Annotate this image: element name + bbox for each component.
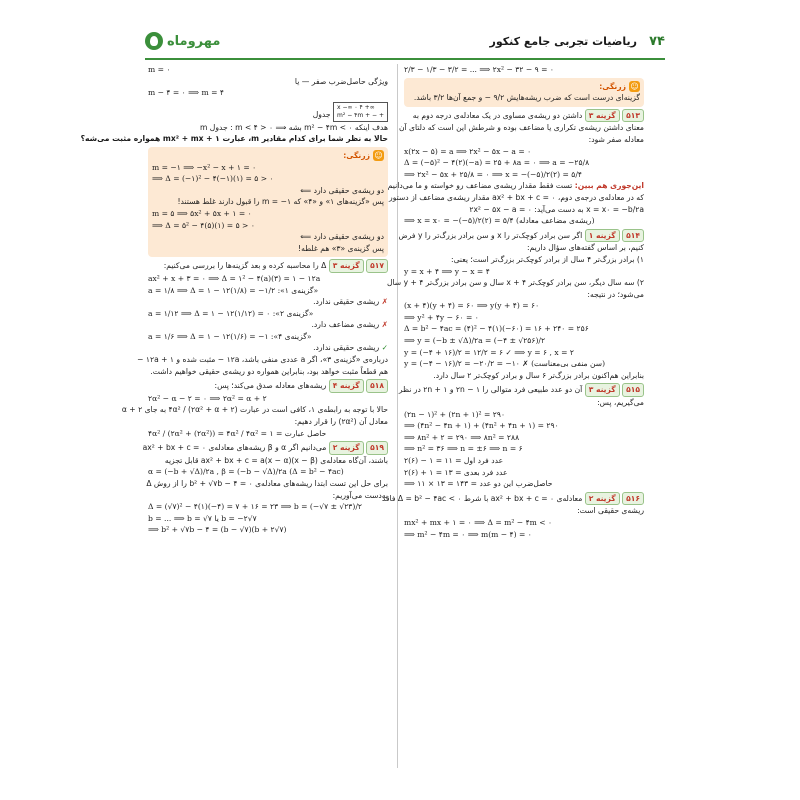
header-rule [145, 58, 665, 60]
equation: Δ = (√۷)² − ۴(۱)(−۴) = ۷ + ۱۶ = ۲۳ ⟹ b = (−√۷ ± √۲۳)/۲ [148, 502, 362, 512]
answer-label: گزینه ۳ [585, 109, 620, 123]
tip-box [148, 147, 388, 257]
tip-text: دو ریشه‌ی حقیقی دارد ⟸ [300, 232, 384, 242]
option-result: ریشه‌ی مضاعف دارد. [311, 320, 380, 330]
equation: ⟹ ۲x² − ۵x + ۲۵/۸ = ۰ ⟹ x = −(−۵)/۲(۲) = ۵/۴ [404, 169, 582, 179]
question-text: کنیم، بر اساس گفته‌های سؤال داریم: [526, 243, 644, 253]
equation: ⟹ Δ = ۵² − ۴(۵)(۱) = ۵ > ۰ [152, 220, 255, 230]
answer-label: گزینه ۳ [585, 383, 620, 397]
equation: mx² + mx + ۱ = ۰ ⟹ Δ = m² − ۴m < ۰ [404, 517, 553, 527]
tip-text: دو ریشه‌ی حقیقی دارد ⟸ [300, 185, 384, 195]
equation: m = −۱ ⟹ −x² − x + ۱ = ۰ [152, 162, 257, 172]
explanation-text: درباره‌ی «گزینه‌ی ۳»، اگر a عددی منفی باشد، ۱۲a − مثبت شده و ۱ + ۱۲a − [137, 355, 388, 365]
question-number: ۵۱۹ [366, 441, 388, 455]
tip-text: x = x۰ = −b/۲a به دست می‌آید: ۲x² − ۵x − a = ۰ [469, 204, 644, 214]
or-word: یا [294, 76, 300, 86]
sign-table [333, 102, 388, 122]
answer-label: گزینه ۳ [329, 259, 364, 273]
question-text: می‌گیریم، پس: [597, 398, 644, 408]
equation: ۲/۳ − ۱/۳ − ۳/۲ = ... ⟹ ۲x² − ۳۲ − ۹ = ۰ [404, 65, 554, 74]
question-text: ریشه‌ی حقیقی است: [577, 506, 644, 516]
equation: a = ۱/۶ ⟹ Δ = ۱ − ۱۲(۱/۶) = −۱ :«گزینه‌ی ۴» [148, 331, 312, 341]
explanation-text: به‌دست می‌آوریم: [332, 490, 388, 500]
page-number: ۷۴ [649, 34, 665, 49]
explanation-text: حالا با توجه به رابطه‌ی ۱، کافی است در عبارت ۴α² / (۲α² + α + ۲) به جای ۲ + α [121, 405, 388, 415]
note-text: هدف اینکه m² − ۴m < ۰ بشه ⟹ ۰ < m < ۴ : جدول m [199, 122, 388, 132]
equation: ⟹ y² + ۴y − ۶۰ = ۰ [404, 312, 479, 322]
question-text: معادله‌ی ax² + bx + c = ۰ با شرط Δ = b² − ۴ac < ۰ فاقد [381, 493, 583, 503]
equation: (x + ۴)(y + ۴) = ۶۰ ⟹ y(y + ۴) = ۶۰ [404, 301, 540, 311]
equation: ۲α² − α − ۲ = ۰ ⟹ ۲α² = α + ۲ [148, 393, 267, 403]
question-text: داشتن دو ریشه‌ی مساوی در یک معادله‌ی درجه دوم به [412, 110, 583, 120]
question-text: آن دو عدد طبیعی فرد متوالی را ۲n − ۱ و ۲n + ۱ در نظر [398, 385, 583, 395]
question-number: ۵۱۶ [622, 492, 644, 506]
list-item: می‌شود؛ در نتیجه: [587, 289, 644, 299]
sign-table-wrap [148, 102, 388, 122]
question-517 [137, 259, 388, 377]
option-result: ریشه‌ی حقیقی ندارد. [313, 297, 380, 307]
question-519 [142, 441, 388, 536]
table-label: جدول [312, 109, 331, 119]
smiley-icon: ☺ [630, 82, 639, 92]
cross-icon: ✗ [381, 297, 388, 307]
tip-text: گزینه‌ای درست است که ضرب ریشه‌هایش ۹/۲ − و جمع آن‌ها ۳/۲ باشد. [413, 93, 640, 103]
tip-title: زرنگی: [343, 150, 370, 160]
check-icon: ✓ [381, 343, 388, 353]
explanation-text: برای حل این تست ابتدا ریشه‌های معادله‌ی b² + √۷b − ۴ = ۰ را از روش Δ [146, 479, 388, 488]
tip-text: پس گزینه‌ی «۳» هم غلطه! [298, 243, 384, 253]
annotation-text: ویژگی حاصل‌ضرب صفر [311, 76, 388, 86]
list-item: ۲) سه سال دیگر، سن برادر کوچک‌تر x + ۴ سال و سن برادر بزرگ‌تر y + ۴ سال [386, 278, 644, 288]
equation: ⟹ Δ = (−۱)² − ۴(−۱)(۱) = ۵ > ۰ [152, 174, 274, 184]
cross-icon: ✗ [381, 320, 388, 330]
question-text: می‌دانیم اگر α و β ریشه‌های معادله‌ی ax² + bx + c = ۰ [142, 443, 327, 453]
question-518 [121, 379, 388, 439]
question-number: ۵۱۸ [366, 379, 388, 393]
equation: ax² + x + ۳ = ۰ ⟹ Δ = ۱² − ۴(a)(۳) = ۱ − ۱۲a [148, 273, 321, 283]
list-item: ۱) برادر بزرگ‌تر ۴ سال از برادر کوچک‌تر بزرگ‌تر است؛ یعنی: [451, 254, 644, 264]
equation: (۲n − ۱)² + (۲n + ۱)² = ۲۹۰ [404, 409, 506, 419]
equation: m = ۵ ⟹ ۵x² + ۵x + ۱ = ۰ [152, 208, 252, 218]
question-514 [386, 229, 644, 382]
sign-table-row: x −∞ ۰ ۴ +∞ [337, 103, 375, 111]
column-divider [397, 64, 398, 768]
option-result: ریشه‌ی حقیقی ندارد. [313, 343, 380, 353]
equation: ⟹ x = x۰ = −(−۵)/۲(۲) = ۵/۴ (ریشه‌ی مضاعف معادله) [404, 216, 595, 226]
equation: ⟹ m² − ۴m = ۰ ⟹ m(m − ۴) = ۰ [404, 529, 532, 539]
tip-heading: این‌جوری هم ببین: [574, 181, 644, 191]
explanation-text: معادل آن (۲α²) را قرار دهیم: [294, 417, 388, 427]
equation: a = ۱/۸ ⟹ Δ = ۱ − ۱۲(۱/۸) = −۱/۲ :«گزینه‌ی ۱» [148, 285, 319, 295]
answer-label: گزینه ۴ [329, 379, 364, 393]
tip-title: زرنگی: [599, 81, 626, 91]
equation: ۴α² / (۲α² + (۲α²)) = ۴α² / ۴α² = ۱ = حاصل عبارت [148, 428, 327, 438]
question-text: حالا به نظر شما برای کدام مقادیر m، عبارت mx² + mx + ۱ همواره مثبت می‌شه؟ [80, 134, 388, 144]
answer-label: گزینه ۲ [585, 492, 620, 506]
equation: ⟹ n² = ۳۶ ⟹ n = ±۶ ⟹ n = ۶ [404, 444, 523, 454]
equation: b = ... ⟹ b = √۷ یا b = −۲√۷ [148, 513, 257, 523]
equation: m = ۰ [148, 65, 171, 74]
equation: ⟹ y = (−b ± √Δ)/۲a = (−۴ ± √۲۵۶)/۲ [404, 336, 546, 346]
equation: y = (−۴ − ۱۶)/۲ = −۲۰/۲ = −۱۰ ✗ (سن منفی بی‌معناست) [404, 359, 606, 369]
question-number: ۵۱۳ [622, 109, 644, 123]
equation: y = (−۴ + ۱۶)/۲ = ۱۲/۲ = ۶ ✓ ⟹ y = ۶ , x = ۲ [404, 347, 574, 357]
publisher-logo [145, 32, 220, 50]
equation: ⟹ b² + √۷b − ۴ = (b − √۷)(b + ۲√۷) [148, 525, 287, 535]
right-column [381, 64, 644, 770]
equation: Δ = (−۵)² − ۴(۲)(−a) = ۲۵ + ۸a = ۰ ⟹ a = −۲۵/۸ [404, 158, 590, 168]
smiley-icon: ☺ [374, 151, 383, 161]
question-number: ۵۱۷ [366, 259, 388, 273]
question-513 [387, 109, 644, 227]
question-text: Δ را محاسبه کرده و بعد گزینه‌ها را بررسی می‌کنیم: [163, 261, 327, 271]
question-text: معادله صفر شود: [588, 134, 644, 144]
question-text: اگر سن برادر کوچک‌تر را x و سن برادر بزرگ‌تر را y فرض [398, 230, 583, 240]
equation: ⟹ (۴n² − ۴n + ۱) + (۴n² + ۴n + ۱) = ۲۹۰ [404, 421, 559, 431]
left-column [80, 64, 388, 770]
answer-label: گزینه ۱ [585, 229, 620, 243]
equation: ۲(۶) + ۱ = ۱۳ = عدد فرد بعدی [404, 467, 508, 477]
equation: ⟹ ۸n² + ۲ = ۲۹۰ ⟹ ۸n² = ۲۸۸ [404, 432, 520, 442]
equation: α = (−b + √Δ)/۲a , β = (−b − √Δ)/۲a (Δ = b² − ۴ac) [148, 467, 344, 477]
leaf-logo-icon [145, 32, 163, 50]
annotation: ویژگی حاصل‌ضرب صفر — یا [294, 76, 388, 86]
equation: m − ۴ = ۰ ⟹ m = ۴ [148, 88, 224, 98]
tip-text: پس «گزینه‌های ۱» و «۴» که m = −۱ را قبول دارند غلط هستند! [177, 197, 384, 207]
question-text: معنای داشتن ریشه‌ی تکراری یا مضاعف بوده و شرطش این است که دلتای آن [398, 123, 644, 133]
equation: a = ۱/۱۲ ⟹ Δ = ۱ − ۱۲(۱/۱۲) = ۰ :«گزینه‌ی ۲» [148, 308, 314, 318]
tip-text: که در معادله‌ی درجه‌ی دوم، ax² + bx + c = ۰ مقدار ریشه‌ی مضاعف از دستور [389, 192, 644, 202]
question-number: ۵۱۵ [622, 383, 644, 397]
equation: y = x + ۴ ⟹ y − x = ۴ [404, 266, 490, 276]
equation: ⟹ ۱۱ × ۱۳ = ۱۴۳ = حاصل‌ضرب این دو عدد [404, 479, 553, 489]
question-text: ریشه‌های معادله صدق می‌کند؛ پس: [214, 381, 327, 391]
question-515 [398, 383, 644, 489]
explanation-text: هم قطعاً مثبت خواهد بود، بنابراین همواره دو ریشه‌ی حقیقی خواهیم داشت. [150, 366, 388, 376]
equation: x(۲x − ۵) = a ⟹ ۲x² − ۵x − a = ۰ [404, 146, 532, 156]
question-number: ۵۱۴ [622, 229, 644, 243]
page-header [145, 34, 665, 56]
equation: ۲(۶) − ۱ = ۱۱ = عدد فرد اول [404, 456, 504, 465]
question-516 [381, 492, 644, 540]
logo-text: مهروماه [167, 33, 221, 49]
tip-text: تست فقط مقدار ریشه‌ی مضاعف رو خواسته و ما می‌دانیم [387, 181, 573, 191]
question-text: باشند، آن‌گاه معادله‌ی ax² + bx + c = a(x − α)(x − β) قابل تجزیه [164, 455, 388, 465]
sign-table-row: m² − ۴m + − + [337, 111, 384, 119]
tip-box [404, 78, 644, 107]
answer-text: بنابراین هم‌اکنون برادر بزرگ‌تر ۶ سال و برادر کوچک‌تر ۲ سال دارد. [433, 370, 644, 380]
answer-label: گزینه ۲ [329, 441, 364, 455]
book-title: ریاضیات تجربی جامع کنکور [489, 35, 637, 48]
equation: Δ = b² − ۴ac = (۴)² − ۴(۱)(−۶۰) = ۱۶ + ۲۴۰ = ۲۵۶ [404, 324, 589, 334]
